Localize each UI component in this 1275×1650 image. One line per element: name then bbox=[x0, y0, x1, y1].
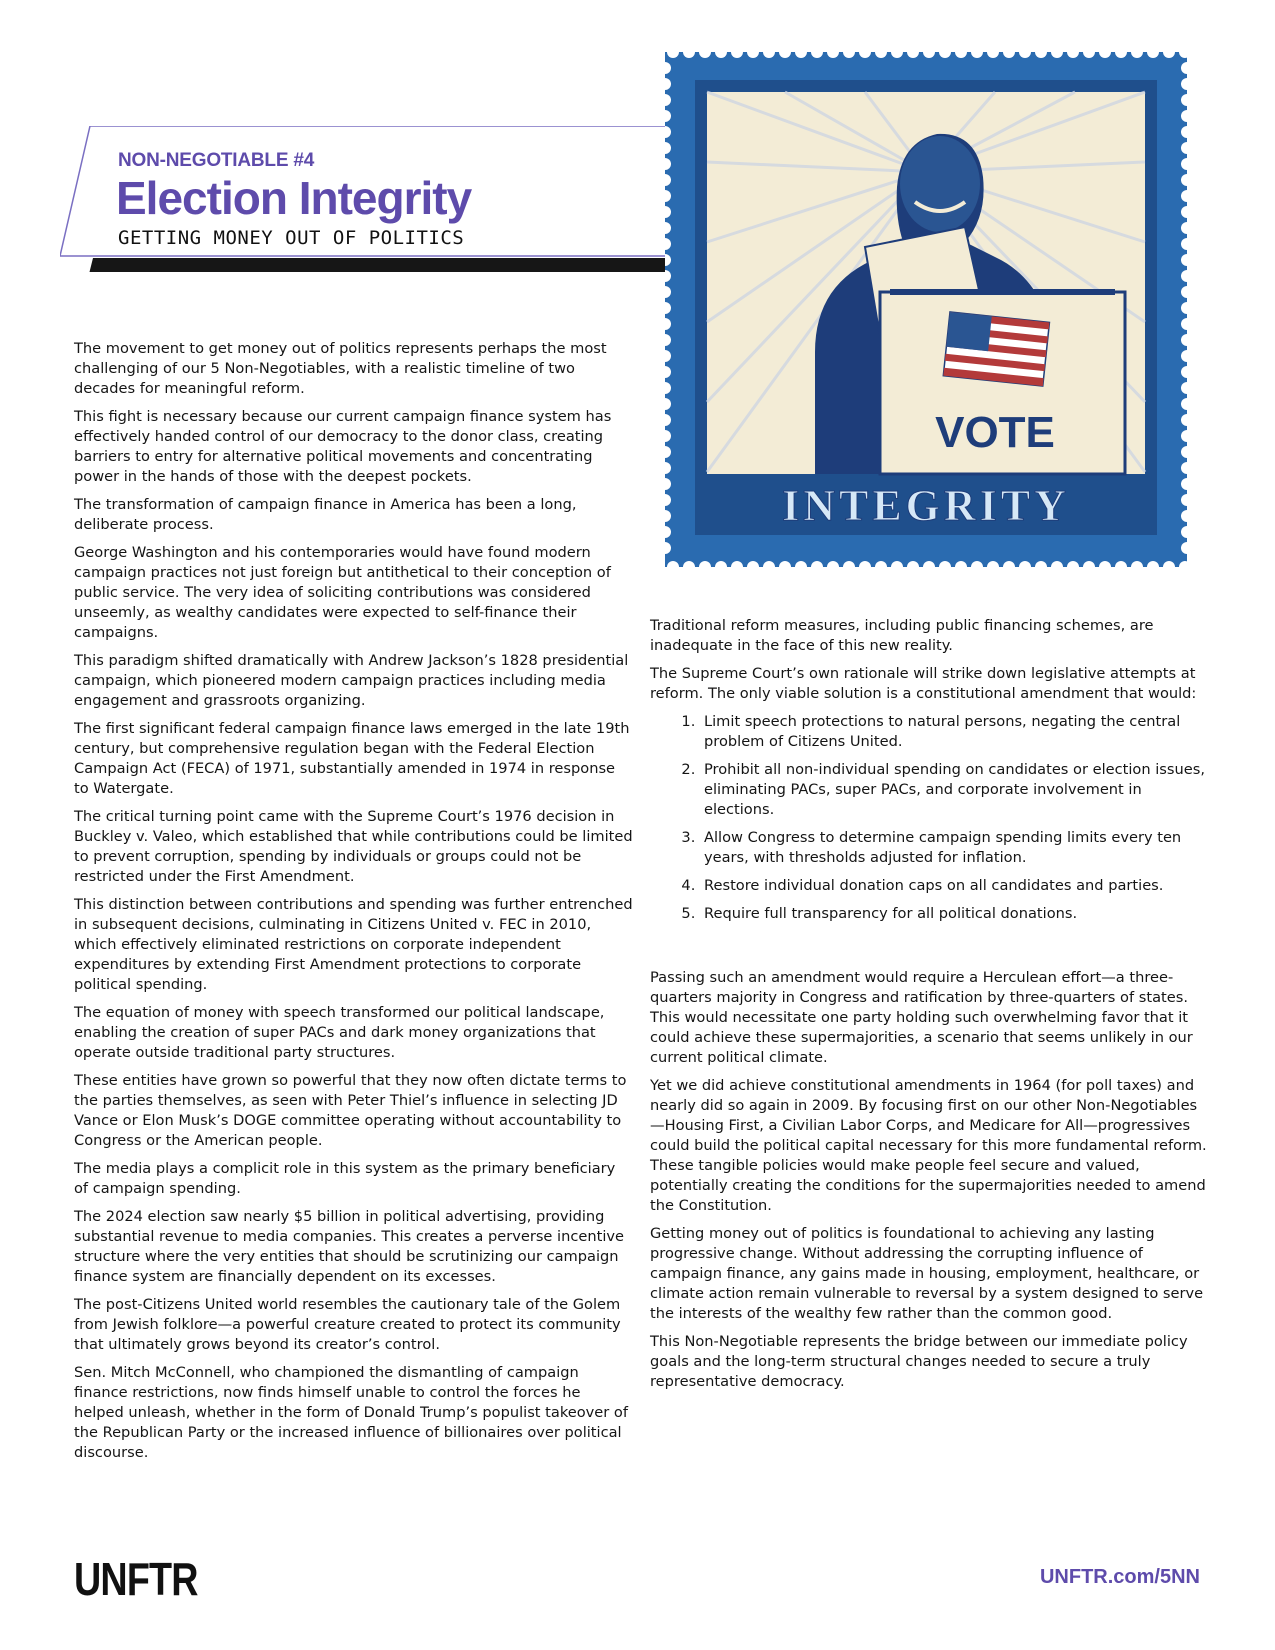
stamp-banner: INTEGRITY bbox=[782, 481, 1070, 530]
list-item: 3. Allow Congress to determine campaign spending limits every ten years, with thresholds adjusted for inflation. bbox=[700, 828, 1210, 868]
paragraph: This fight is necessary because our current campaign finance system has effectively handed control of our democracy to the donor class, creating barriers to entry for alternative political movements and concentrating power in the hands of those with the deepest pockets. bbox=[74, 408, 612, 485]
paragraph: This Non-Negotiable represents the bridge between our immediate policy goals and the long-term structural changes needed to secure a truly representative democracy. bbox=[650, 1333, 1188, 1390]
paragraph: Traditional reform measures, including public financing schemes, are inadequate in the face of this new reality. bbox=[650, 617, 1154, 654]
list-item: 1. Limit speech protections to natural persons, negating the central problem of Citizens United. bbox=[700, 712, 1210, 752]
paragraph: The critical turning point came with the Supreme Court’s 1976 decision in Buckley v. Valeo, which established that while contributions could be limited to prevent corruption, spending by individuals or groups could not be restricted under the First Amendment. bbox=[74, 808, 633, 885]
list-item: 4. Restore individual donation caps on all candidates and parties. bbox=[700, 876, 1210, 896]
paragraph: The 2024 election saw nearly $5 billion in political advertising, providing substantial revenue to media companies. This creates a perverse incentive structure where the very entities that should be scrutinizing our campaign finance system are financially dependent on its excesses. bbox=[74, 1208, 624, 1285]
paragraph: The Supreme Court’s own rationale will strike down legislative attempts at reform. The only viable solution is a constitutional amendment that would: bbox=[650, 665, 1197, 702]
section-kicker: NON-NEGOTIABLE #4 bbox=[118, 150, 315, 171]
paragraph: The equation of money with speech transformed our political landscape, enabling the creation of super PACs and dark money organizations that operate outside traditional party structures. bbox=[74, 1004, 605, 1061]
paragraph: The movement to get money out of politics represents perhaps the most challenging of our 5 Non-Negotiables, with a realistic timeline of two decades for meaningful reform. bbox=[74, 340, 607, 397]
paragraph: The post-Citizens United world resembles the cautionary tale of the Golem from Jewish folklore—a powerful creature created to protect its community that ultimately grows beyond its creator’s control. bbox=[74, 1296, 621, 1353]
paragraph: Getting money out of politics is foundational to achieving any lasting progressive change. Without addressing the corrupting influence of campaign finance, any gains made in housing, employment, healthcare, or climate action remain vulnerable to reversal by a system designed to serve the interests of the wealthy few rather than the common good. bbox=[650, 1225, 1204, 1322]
paragraph: George Washington and his contemporaries would have found modern campaign practices not just foreign but antithetical to their conception of public service. The very idea of soliciting contributions was considered unseemly, as wealthy candidates were expected to self-finance their campaigns. bbox=[74, 544, 611, 641]
footer-link[interactable]: UNFTR.com/5NN bbox=[1039, 1566, 1200, 1588]
paragraph: Passing such an amendment would require a Herculean effort—a three-quarters majority in Congress and ratification by three-quarters of states. This would necessitate one party holding such overwhelming favor that it could achieve these supermajorities, a scenario that seems unlikely in our current political climate. bbox=[650, 969, 1193, 1066]
paragraph: The first significant federal campaign finance laws emerged in the late 19th century, but comprehensive regulation began with the Federal Election Campaign Act (FECA) of 1971, substantially amended in 1974 in response to Watergate. bbox=[74, 720, 630, 797]
right-column bbox=[650, 616, 1210, 1400]
paragraph: The transformation of campaign finance in America has been a long, deliberate process. bbox=[74, 496, 577, 533]
paragraph: The media plays a complicit role in this system as the primary beneficiary of campaign spending. bbox=[74, 1160, 616, 1197]
paragraph: Sen. Mitch McConnell, who championed the dismantling of campaign finance restrictions, now finds himself unable to control the forces he helped unleash, whether in the form of Donald Trump’s populist takeover of the Republican Party or the increased influence of billionaires over political discourse. bbox=[74, 1364, 628, 1461]
list-item: 2. Prohibit all non-individual spending on candidates or election issues, eliminating PACs, super PACs, and corporate involvement in elections. bbox=[700, 760, 1210, 820]
paragraph: This paradigm shifted dramatically with Andrew Jackson’s 1828 presidential campaign, which pioneered modern campaign practices including media engagement and grassroots organizing. bbox=[74, 652, 629, 709]
left-column bbox=[74, 339, 634, 1471]
paragraph: Yet we did achieve constitutional amendments in 1964 (for poll taxes) and nearly did so again in 2009. By focusing first on our other Non-Negotiables—Housing First, a Civilian Labor Corps, and Medicare for All—progressives could build the political capital necessary for this more fundamental reform. These tangible policies would make people feel secure and valued, potentially creating the conditions for the supermajorities needed to amend the Constitution. bbox=[650, 1077, 1207, 1214]
amendment-list bbox=[650, 712, 1210, 924]
paragraph: These entities have grown so powerful that they now often dictate terms to the parties themselves, as seen with Peter Thiel’s influence in selecting JD Vance or Elon Musk’s DOGE committee operating without accountability to Congress or the American people. bbox=[74, 1072, 627, 1149]
brand-logo: UNFTR bbox=[74, 1553, 198, 1605]
vote-integrity-stamp bbox=[665, 52, 1187, 567]
list-item: 5. Require full transparency for all political donations. bbox=[700, 904, 1210, 924]
paragraph: This distinction between contributions and spending was further entrenched in subsequent decisions, culminating in Citizens United v. FEC in 2010, which effectively eliminated restrictions on corporate independent expenditures by extending First Amendment protections to corporate political spending. bbox=[74, 896, 633, 993]
page-title: Election Integrity bbox=[116, 172, 472, 224]
ballot-box-label: VOTE bbox=[935, 408, 1055, 457]
page-subtitle: GETTING MONEY OUT OF POLITICS bbox=[118, 227, 465, 249]
